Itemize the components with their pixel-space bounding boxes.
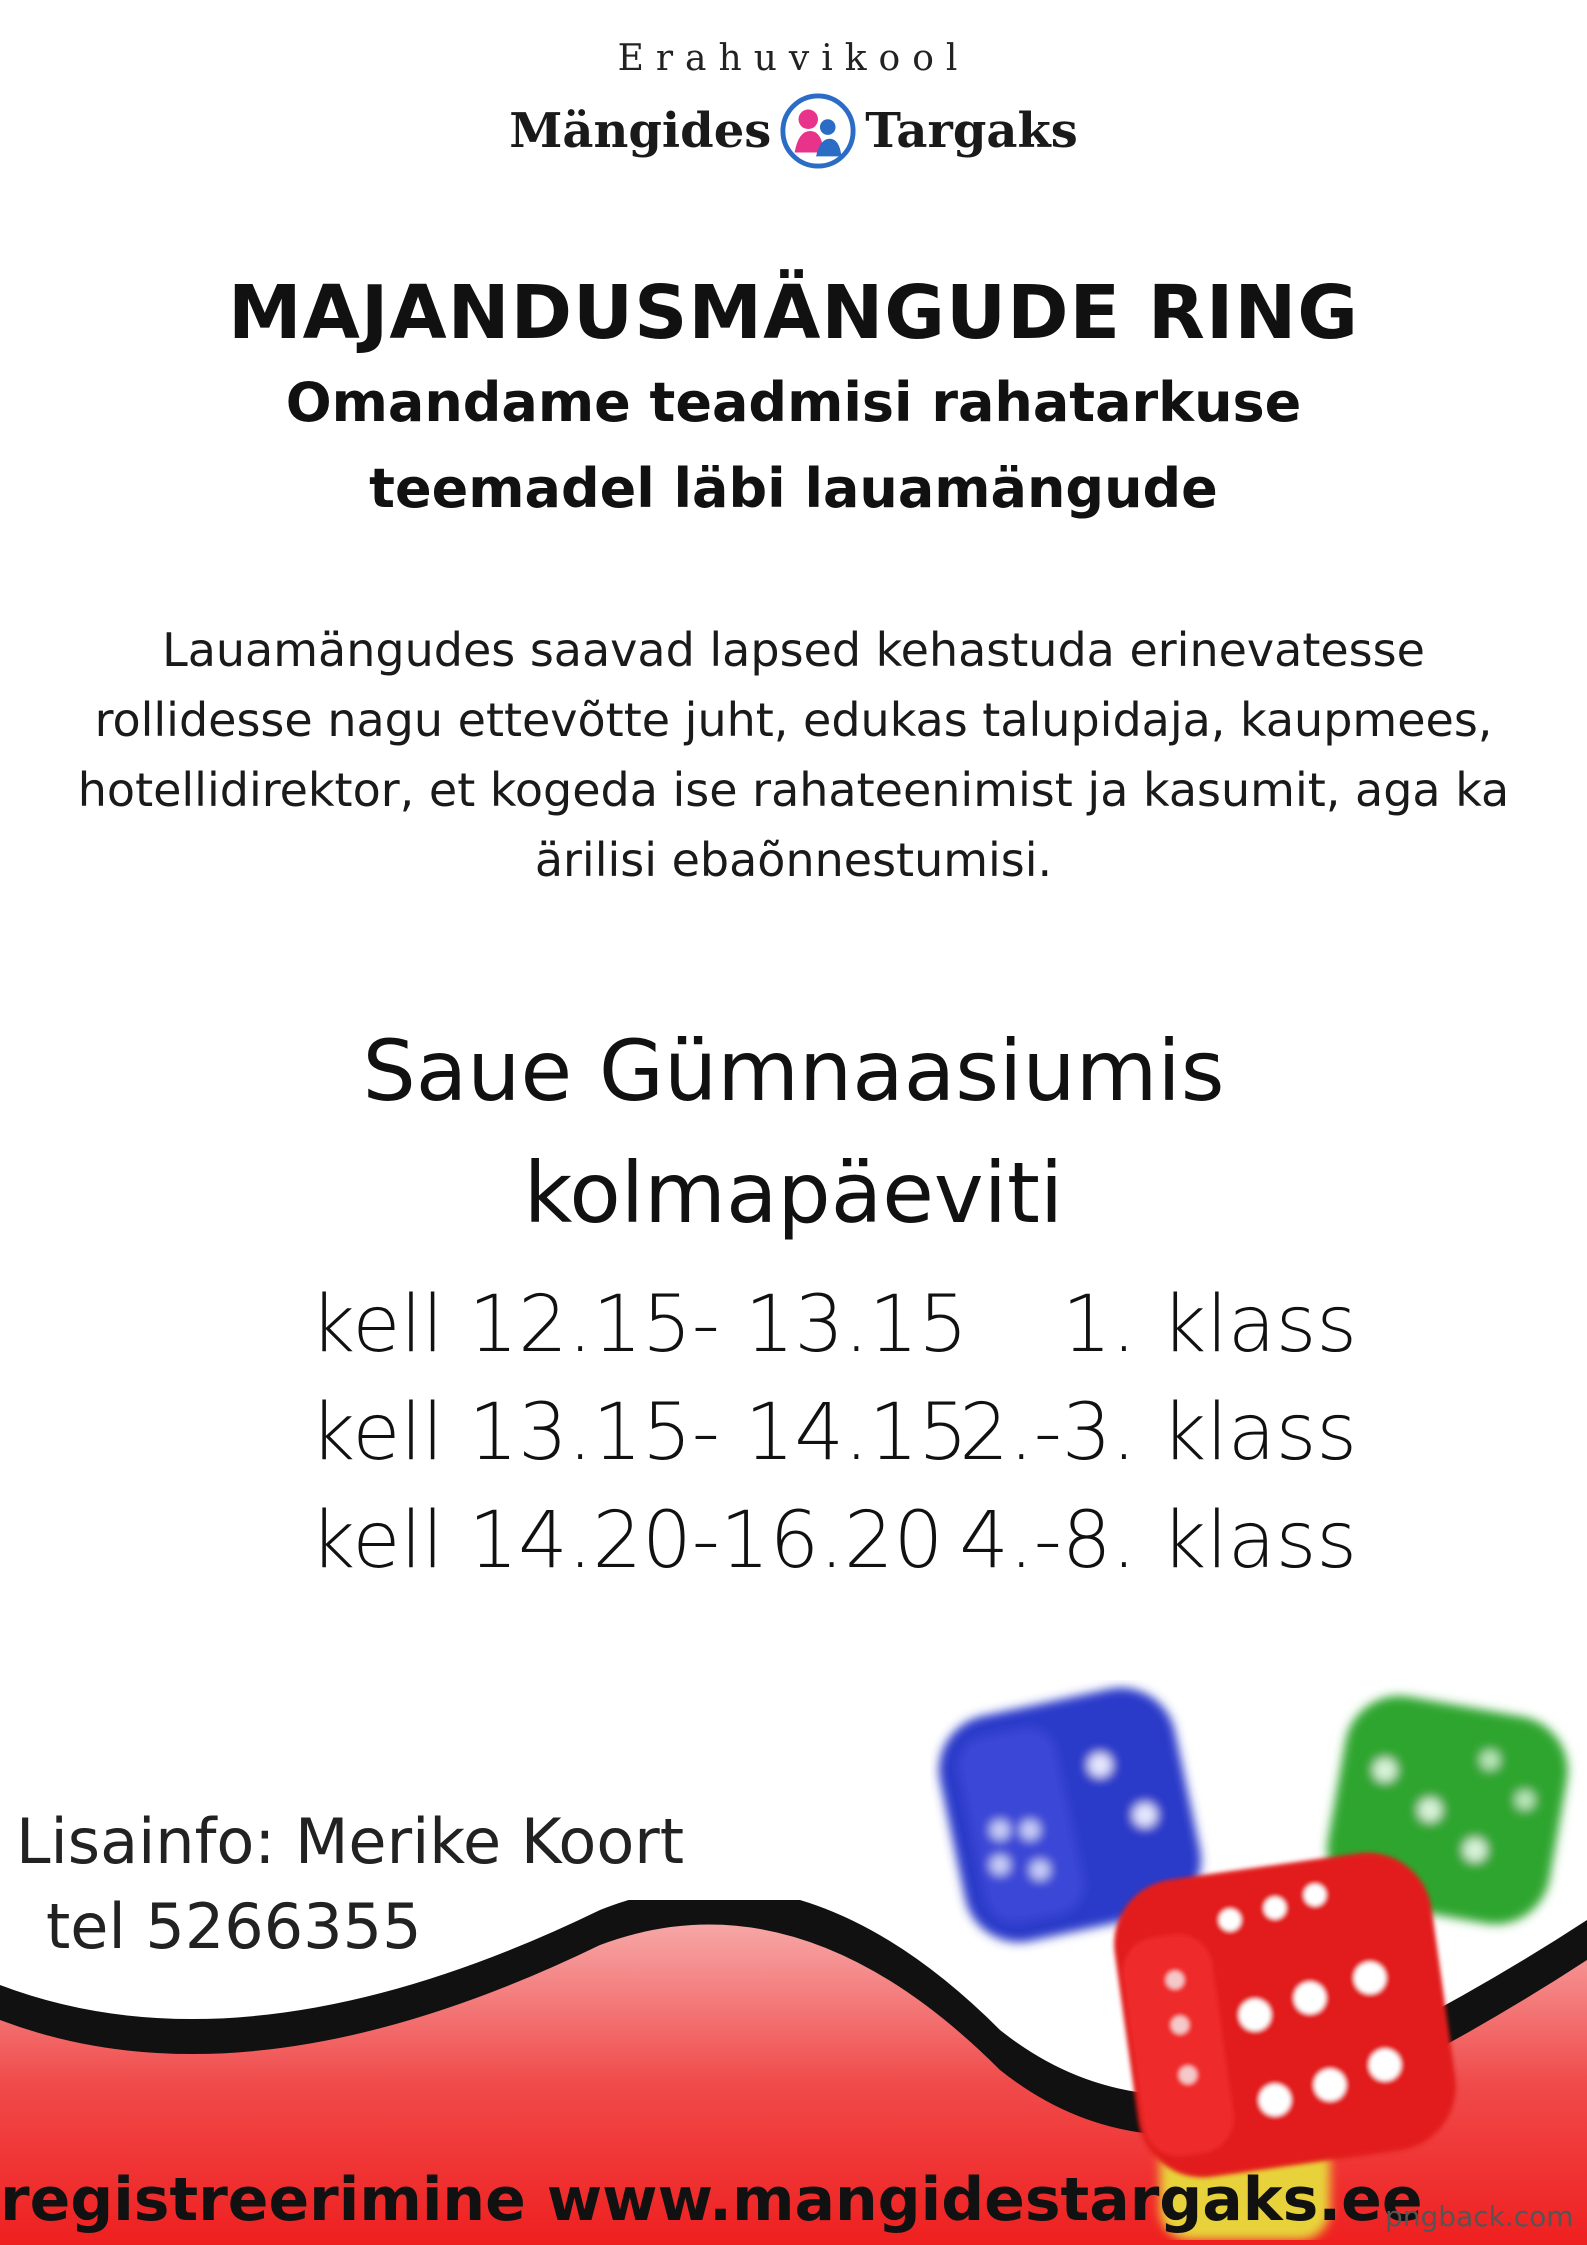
schedule-time: kell 14.20-16.20 (310, 1496, 944, 1586)
description-line-2: rollidesse nagu ettevõtte juht, edukas talupidaja, kaupmees, (94, 693, 1493, 747)
schedule-class: 4.-8. klass (959, 1496, 1357, 1586)
logo (0, 92, 1587, 170)
location-line-1: Saue Gümnaasiumis (362, 1022, 1225, 1120)
red-die-icon (1106, 1844, 1465, 2186)
schedule-class: 2.-3. klass (959, 1388, 1357, 1478)
description-line-1: Lauamängudes saavad lapsed kehastuda erinevatesse (162, 623, 1425, 677)
page-title: MAJANDUSMÄNGUDE RING (227, 270, 1360, 356)
dice-illustration (930, 1680, 1587, 2240)
subtitle (0, 360, 1587, 532)
contact-name: Lisainfo: Merike Koort (16, 1805, 685, 1878)
logo-text-right: Targaks (865, 103, 1078, 159)
schedule-time: kell 12.15- 13.15 (310, 1280, 969, 1370)
registration-link[interactable]: registreerimine www.mangidestargaks.ee (0, 2165, 1423, 2235)
subtitle-line-2: teemadel läbi lauamängude (369, 457, 1218, 520)
logo-text-left: Mängides (509, 103, 772, 159)
location-line-2: kolmapäeviti (523, 1144, 1064, 1242)
logo-family-icon (779, 92, 857, 170)
schedule-class: 1. klass (1061, 1280, 1357, 1370)
location (0, 1010, 1587, 1254)
description-line-4: ärilisi ebaõnnestumisi. (534, 833, 1053, 887)
description-line-3: hotellidirektor, et kogeda ise rahateenimist ja kasumit, aga ka (77, 763, 1510, 817)
school-label: Erahuvikool (617, 38, 970, 79)
subtitle-line-1: Omandame teadmisi rahatarkuse (285, 371, 1302, 434)
schedule-time: kell 13.15- 14.15 (310, 1388, 969, 1478)
watermark: pngback.com (1385, 2200, 1574, 2233)
description (70, 615, 1517, 895)
contact-phone: tel 5266355 (46, 1890, 422, 1963)
